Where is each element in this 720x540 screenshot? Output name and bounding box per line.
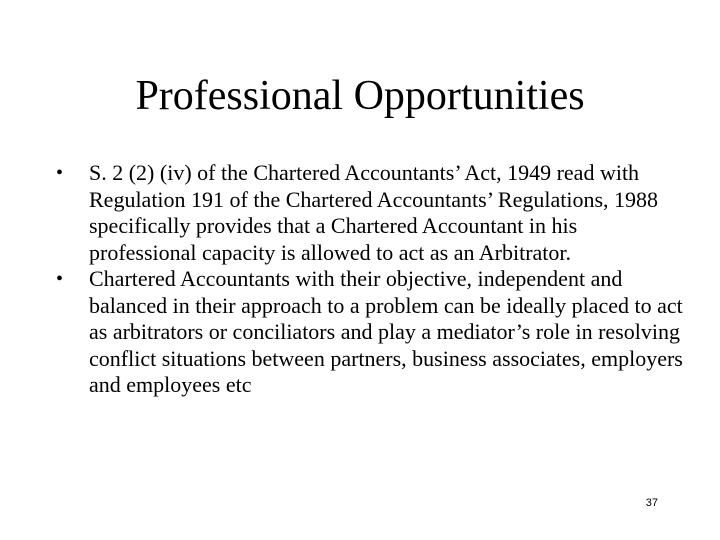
bullet-point-icon: • [56,268,64,290]
slide-title: Professional Opportunities [135,73,585,119]
bullet-text: Chartered Accountants with their objective, independent and balanced in their approach to a problem can be ideally placed to act as arbitrators or conciliators and play a mediator’s role in resolving conflict situations between partners, business associates, employers and employees etc [89,266,683,397]
bullet-point-icon: • [56,162,64,184]
bullet-list [56,160,686,399]
bullet-item [56,160,686,266]
page-number: 37 [645,497,658,509]
bullet-text: S. 2 (2) (iv) of the Chartered Accountants’ Act, 1949 read with Regulation 191 of the Chartered Accountants’ Regulations, 1988 specifically provides that a Chartered Accountant in his professional capacity is allowed to act as an Arbitrator. [89,160,659,265]
bullet-item [56,266,686,399]
